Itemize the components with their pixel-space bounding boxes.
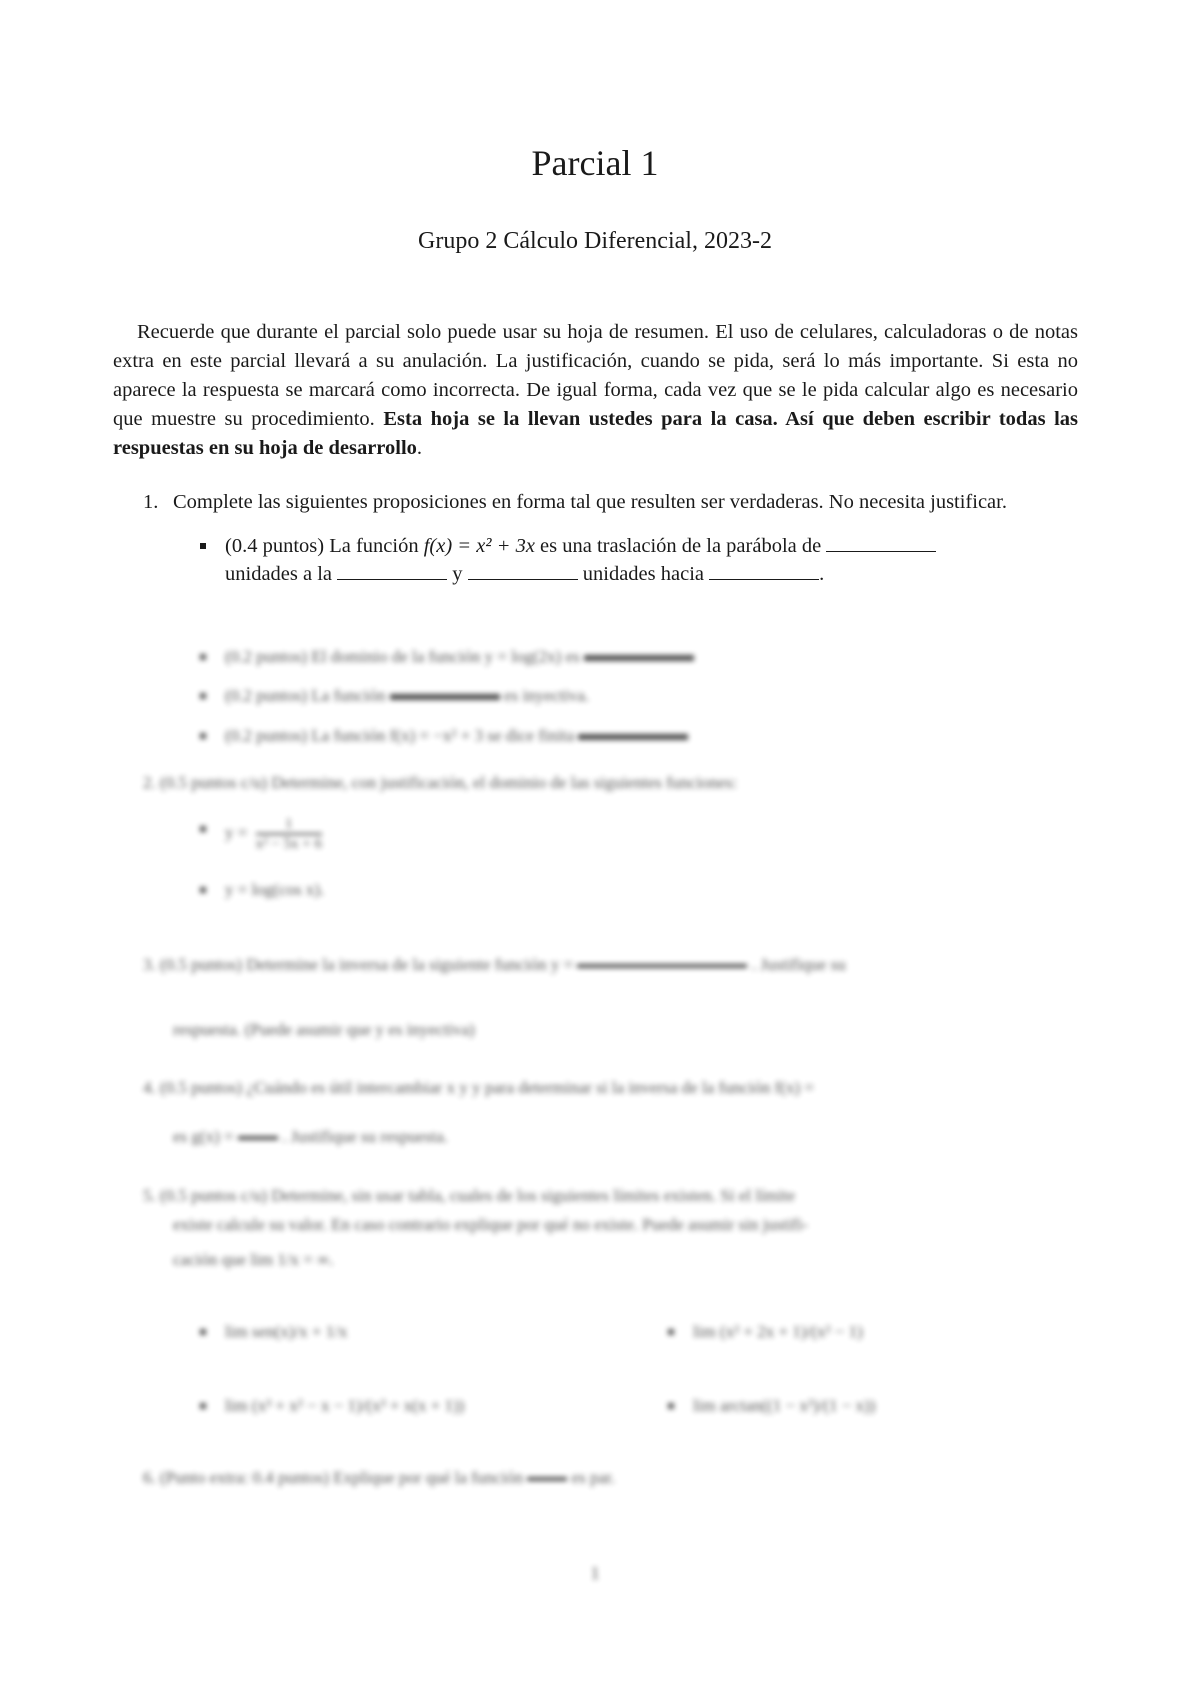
- limit-item-3: [200, 1392, 600, 1420]
- bullet-icon: [200, 887, 206, 893]
- bullet-icon: [200, 1329, 206, 1335]
- q1-item-2: [200, 643, 1078, 671]
- limit-item-4-text: lim arctan((1 − x²)/(1 − x)): [693, 1396, 876, 1415]
- limit-item-1: [200, 1318, 580, 1346]
- q1-item-4-text: (0.2 puntos) La función f(x) = −x² + 3 se dice finita: [225, 726, 575, 745]
- q1-item-4: [200, 722, 1078, 750]
- instructions-paragraph: [113, 318, 1078, 463]
- q1-item-1-prefix: (0.4 puntos) La función: [225, 535, 424, 557]
- question-6-text: 6. (Punto extra: 0.4 puntos) Explique por qué la función: [143, 1468, 524, 1487]
- bullet-icon: [200, 1403, 206, 1409]
- redaction-bar: [584, 655, 694, 661]
- question-4: 4. (0.5 puntos) ¿Cuándo es útil intercambiar x y y para determinar si la inversa de la función f(x) =: [143, 1078, 814, 1097]
- question-5-line2: existe calcule su valor. En caso contrario explique por qué no existe. Puede asumir sin justifi-: [173, 1215, 808, 1234]
- q1-item-3-text: (0.2 puntos) La función: [225, 686, 386, 705]
- bullet-icon: [668, 1403, 674, 1409]
- q2-item-b-text: y = log(cos x).: [225, 880, 325, 899]
- answer-blank: [337, 561, 447, 580]
- q1-item-1-mid2: unidades a la: [225, 563, 338, 585]
- question-3-text: 3. (0.5 puntos) Determine la inversa de la siguiente función y =: [143, 955, 574, 974]
- question-4-line2-text: es g(x) =: [173, 1127, 234, 1146]
- instructions-bold: Esta hoja se la llevan ustedes para la casa. Así que deben escribir todas las respuestas en su hoja de desarrollo: [113, 408, 1078, 459]
- fraction-denominator: x² − 5x + 6: [256, 833, 322, 853]
- page-number: 1: [590, 1563, 600, 1583]
- fraction-numerator: 1: [285, 816, 293, 832]
- question-1: [143, 488, 1078, 516]
- fraction-bar: [577, 964, 747, 968]
- q1-item-1: [200, 532, 1078, 588]
- limit-item-2-text: lim (x² + 2x + 1)/(x² − 1): [693, 1322, 863, 1341]
- page-subtitle: Grupo 2 Cálculo Diferencial, 2023-2: [418, 228, 772, 254]
- answer-blank: [468, 561, 578, 580]
- limit-item-2: [668, 1318, 1068, 1346]
- question-6-end: es par.: [571, 1468, 616, 1487]
- bullet-icon: [200, 826, 206, 832]
- bullet-icon: [200, 693, 206, 699]
- question-5: 5. (0.5 puntos c/u) Determine, sin usar tabla, cuales de los siguientes límites existen. Si el límite: [143, 1186, 796, 1205]
- q1-item-1-mid4: unidades hacia: [577, 563, 710, 585]
- q1-item-1-end: .: [819, 563, 825, 585]
- question-6: [143, 1468, 615, 1488]
- q1-item-1-mid1: es una traslación de la parábola de: [534, 535, 827, 557]
- page-title: Parcial 1: [531, 143, 659, 183]
- limit-item-1-text: lim sen(x)/x + 1/x: [225, 1322, 348, 1341]
- answer-blank: [709, 561, 819, 580]
- math-expression: f(x) = x² + 3x: [423, 535, 535, 557]
- question-number: 1.: [143, 491, 159, 513]
- question-4-line2: [173, 1127, 448, 1147]
- fraction-bar: [238, 1136, 278, 1140]
- limit-item-3-text: lim (x³ + x² − x − 1)/(x³ + x(x + 1)): [225, 1396, 465, 1415]
- instructions-text: Recuerde que durante el parcial solo puede usar su hoja de resumen. El uso de celulares, calculadoras o de notas extra en este parcial llevará a su anulación. La justificación, cuando se pida, será lo más importante. Si esta no aparece la respuesta se marcará como incorrecta. De igual forma, cada vez que se le pida calcular algo es necesario que muestre su procedimiento.: [113, 321, 1078, 430]
- redaction-bar: [578, 734, 688, 740]
- question-3-line2: respuesta. (Puede asumir que y es inyectiva): [173, 1020, 475, 1039]
- bullet-icon: [200, 543, 206, 549]
- answer-blank: [826, 533, 936, 552]
- q1-item-3: [200, 682, 1078, 710]
- instructions-end: .: [416, 437, 423, 459]
- q2-item-b: [200, 876, 1078, 904]
- question-3-end: . Justifique su: [751, 955, 846, 974]
- q2-item-a: [200, 815, 1078, 853]
- q1-item-2-text: (0.2 puntos) El dominio de la función y = log(2x) es: [225, 647, 580, 666]
- question-4-line2-end: . Justifique su respuesta.: [282, 1127, 448, 1146]
- question-1-text: Complete las siguientes proposiciones en forma tal que resulten ser verdaderas. No necesita justificar.: [173, 491, 1007, 513]
- fraction-bar: [527, 1477, 567, 1481]
- q2-item-a-text: y =: [225, 822, 252, 842]
- q1-item-3-end: es inyectiva.: [504, 686, 589, 705]
- question-2: 2. (0.5 puntos c/u) Determine, con justificación, el dominio de las siguientes funciones:: [143, 773, 737, 792]
- q1-item-1-mid3: y: [447, 563, 468, 585]
- question-3: [143, 955, 1078, 975]
- limit-item-4: [668, 1392, 1068, 1420]
- bullet-icon: [668, 1329, 674, 1335]
- bullet-icon: [200, 654, 206, 660]
- question-5-line3: cación que lim 1/x = ∞.: [173, 1250, 334, 1269]
- bullet-icon: [200, 733, 206, 739]
- fraction: [256, 815, 322, 853]
- redaction-bar: [390, 694, 500, 700]
